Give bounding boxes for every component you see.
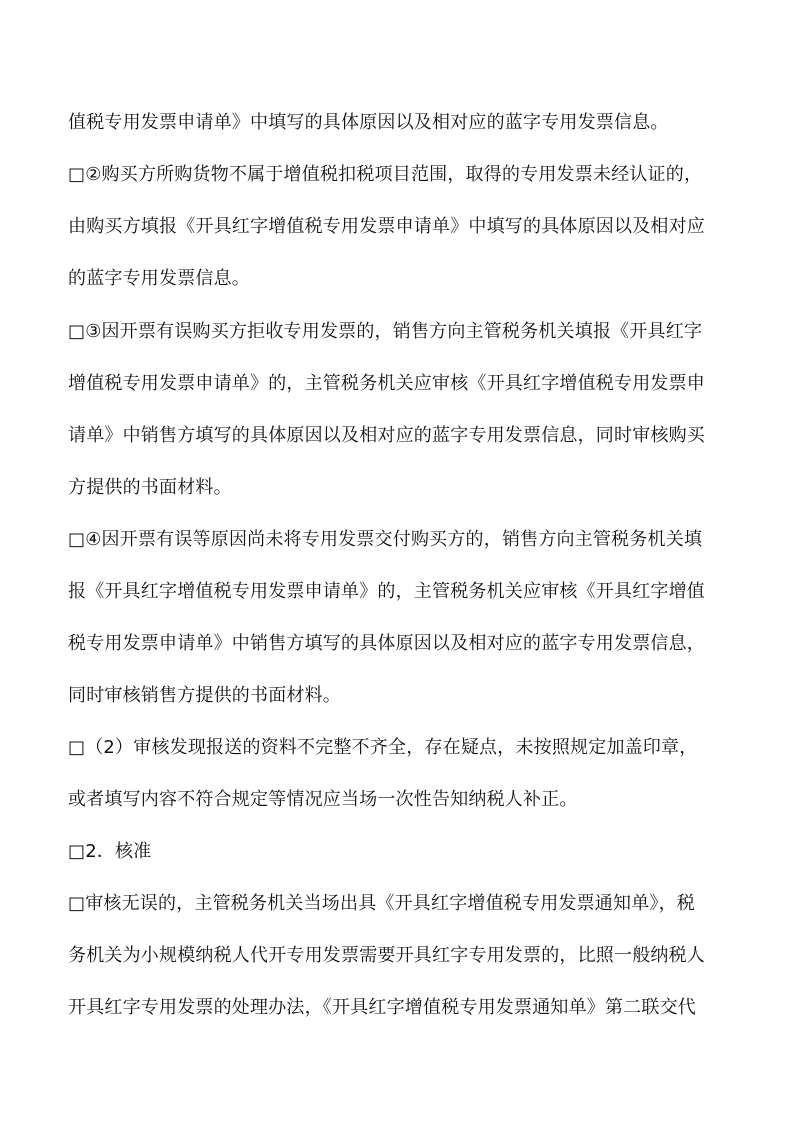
text-line-2: □②购买方所购货物不属于增值税扣税项目范围，取得的专用发票未经认证的， (68, 164, 703, 185)
text-line-4: 的蓝字专用发票信息。 (68, 268, 250, 289)
text-line-14: 或者填写内容不符合规定等情况应当场一次性告知纳税人补正。 (68, 789, 578, 810)
text-line-12: 同时审核销售方提供的书面材料。 (68, 685, 341, 706)
text-line-9: □④因开票有误等原因尚未将专用发票交付购买方的，销售方向主管税务机关填 (68, 529, 703, 550)
text-line-17: 务机关为小规模纳税人代开专用发票需要开具红字专用发票的，比照一般纳税人 (68, 945, 705, 966)
text-line-18: 开具红字专用发票的处理办法，《开具红字增值税专用发票通知单》第二联交代 (68, 997, 696, 1018)
text-line-1: 值税专用发票申请单》中填写的具体原因以及相对应的蓝字专用发票信息。 (68, 112, 669, 133)
text-line-6: 增值税专用发票申请单》的，主管税务机关应审核《开具红字增值税专用发票申 (68, 373, 705, 394)
text-line-10: 报《开具红字增值税专用发票申请单》的，主管税务机关应审核《开具红字增值 (68, 581, 705, 602)
text-line-13: □（2）审核发现报送的资料不完整不齐全，存在疑点，未按照规定加盖印章， (68, 737, 698, 758)
text-line-5: □③因开票有误购买方拒收专用发票的，销售方向主管税务机关填报《开具红字 (68, 321, 703, 342)
text-line-11: 税专用发票申请单》中销售方填写的具体原因以及相对应的蓝字专用发票信息， (68, 633, 705, 654)
text-line-8: 方提供的书面材料。 (68, 477, 232, 498)
text-line-15: □2．核准 (68, 841, 152, 862)
text-line-7: 请单》中销售方填写的具体原因以及相对应的蓝字专用发票信息，同时审核购买 (68, 425, 705, 446)
text-line-3: 由购买方填报《开具红字增值税专用发票申请单》中填写的具体原因以及相对应 (68, 216, 705, 237)
text-line-16: □审核无误的，主管税务机关当场出具《开具红字增值税专用发票通知单》，税 (68, 893, 696, 914)
